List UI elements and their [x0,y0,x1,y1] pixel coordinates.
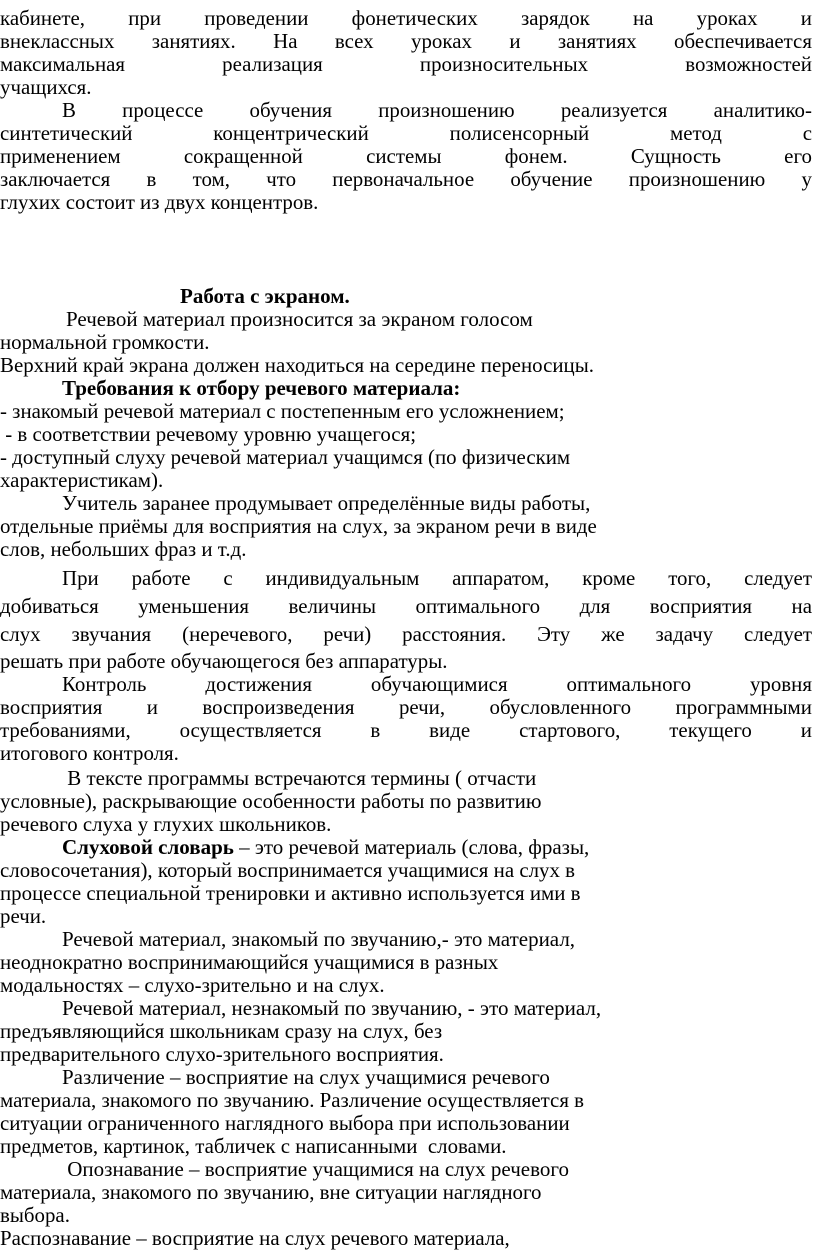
text-line [0,622,812,646]
text-line: неоднократно воспринимающийся учащимися в разных [0,950,499,974]
word: оптимального [415,594,541,618]
word: следует [744,622,812,646]
text-line: речи. [0,904,47,928]
word: В [62,98,76,122]
paragraph-start [62,98,812,122]
text-line [0,167,812,191]
word: у [801,167,812,191]
word: занятиях [557,29,637,53]
word: и [800,6,812,30]
word: реализация [222,52,323,76]
word: с [802,121,812,145]
text-line: ситуации ограниченного наглядного выбора при использовании [0,1111,570,1135]
word: проведении [204,6,309,30]
paragraph-start [62,672,812,696]
text-line: нормальной громкости. [0,330,210,354]
list-item: - в соответствии речевому уровню учащегося; [0,422,417,446]
word: произношению [378,98,515,122]
word: виде [429,718,471,742]
text-line [0,695,812,719]
paragraph-start: В тексте программы встречаются термины ( отчасти [62,766,537,790]
word: заключается [0,167,111,191]
word: максимальная [0,52,126,76]
word: произносительных [419,52,589,76]
word: уроках [696,6,758,30]
word: текущего [669,718,752,742]
word: на [791,594,812,618]
text-line: учащихся. [0,75,92,99]
word: процессе [122,98,204,122]
word: в [370,718,381,742]
word: полисенсорный [449,121,590,145]
word: обусловленного [489,695,632,719]
word: на [632,6,654,30]
word: при [128,6,162,30]
word: системы [366,144,442,168]
text-line: словосочетания), который воспринимается учащимися на слух в [0,858,576,882]
word: расстояния. [402,622,507,646]
section-heading: Работа с экраном. [180,284,350,308]
text-line: речевого слуха у глухих школьников. [0,812,332,836]
word: того, [668,566,712,590]
word: произношению [628,167,766,191]
word: уровня [749,672,812,696]
text-line: глухих состоит из двух концентров. [0,190,319,214]
paragraph-start [62,566,812,590]
word: в [146,167,157,191]
word: и [800,718,813,742]
word: кроме [582,566,636,590]
paragraph-start: Учитель заранее продумывает определённые виды работы, [62,491,591,515]
text-line [0,594,812,618]
word: синтетический [0,121,133,145]
word: При [62,566,99,590]
word: индивидуальным [265,566,420,590]
word: реализуется [560,98,668,122]
text-line: предъявляющийся школьникам сразу на слух, без [0,1019,443,1043]
word: том, [192,167,230,191]
text-line: условные), раскрывающие особенности работы по развитию [0,789,542,813]
paragraph-start: Опознавание – восприятие учащимися на слух речевого [62,1157,569,1181]
text-line [0,144,812,168]
term-auditory-vocabulary: Слуховой словарь [62,835,234,859]
word: величины [288,594,377,618]
text-line: предварительного слухо-зрительного восприятия. [0,1042,444,1066]
word: и [509,29,521,53]
word: На [273,29,298,53]
subsection-heading: Требования к отбору речевого материала: [62,376,461,400]
text-line: процессе специальной тренировки и активно используется ими в [0,881,581,905]
word: что [266,167,297,191]
word: и [146,695,158,719]
word: оптимального [566,672,692,696]
word: внеклассных [0,29,115,53]
word: задачу [655,622,714,646]
word: уроках [411,29,472,53]
word: Сущность [630,144,721,168]
word: фонетических [351,6,478,30]
word: обучающимися [370,672,508,696]
text-line: отдельные приёмы для восприятия на слух, за экраном речи в виде [0,514,597,538]
word: для [579,594,611,618]
paragraph-start: Речевой материал, незнакомый по звучанию, - это материал, [62,996,602,1020]
paragraph-start: Речевой материал, знакомый по звучанию,- это материал, [62,927,576,951]
word: сокращенной [183,144,303,168]
word: возможностей [685,52,813,76]
list-item: - знакомый речевой материал с постепенным его усложнением; [0,399,565,423]
word: стартового, [519,718,621,742]
text-line [0,718,812,742]
text-line: Верхний край экрана должен находиться на середине переносицы. [0,353,594,377]
word: работе [131,566,191,590]
word: с [223,566,233,590]
text-line: Распознавание – восприятие на слух речевого материала, [0,1226,510,1250]
text-line [0,6,812,30]
text-line: выбора. [0,1203,70,1227]
word: зарядок [520,6,590,30]
word: Контроль [62,672,147,696]
word: слух [0,622,41,646]
word: обеспечивается [674,29,812,53]
word: всех [334,29,374,53]
word: требованиями, [0,718,131,742]
word: программными [675,695,812,719]
text-line: итогового контроля. [0,741,179,765]
word: же [601,622,625,646]
word: обучения [249,98,332,122]
word: воспроизведения [202,695,355,719]
word: применением [0,144,121,168]
text-line [0,29,812,53]
word: аппаратом, [452,566,550,590]
word: (неречевого, [182,622,293,646]
word: восприятия [649,594,753,618]
word: Эту [537,622,571,646]
text-line: модальностях – слухо-зрительно и на слух. [0,973,385,997]
word: звучания [71,622,152,646]
word: кабинете, [0,6,86,30]
word: речи, [398,695,446,719]
paragraph-start: Различение – восприятие на слух учащимися речевого [62,1065,550,1089]
word: метод [670,121,722,145]
text-line: материала, знакомого по звучанию, вне ситуации наглядного [0,1180,542,1204]
word: аналитико- [713,98,812,122]
word: его [784,144,812,168]
word: занятиях. [151,29,236,53]
text-line: решать при работе обучающегося без аппаратуры. [0,649,448,673]
word: осуществляется [179,718,322,742]
paragraph-start: Слуховой словарь – это речевой материаль (слова, фразы, [62,835,590,859]
word: обучение [510,167,593,191]
word: речи) [323,622,372,646]
word: достижения [205,672,312,696]
word: добиваться [0,594,99,618]
text-line [0,121,812,145]
word: следует [744,566,812,590]
paragraph-start: Речевой материал произносится за экраном голосом [66,307,533,331]
word: восприятия [0,695,103,719]
text-line: предметов, картинок, табличек с написанными словами. [0,1134,507,1158]
text-line [0,52,812,76]
text-line: характеристикам). [0,468,164,492]
text-line: слов, небольших фраз и т.д. [0,537,247,561]
word: первоначальное [332,167,475,191]
word: концентрический [213,121,369,145]
list-item: - доступный слуху речевой материал учащимся (по физическим [0,445,571,469]
word: уменьшения [138,594,249,618]
word: фонем. [504,144,568,168]
text-line: материала, знакомого по звучанию. Различение осуществляется в [0,1088,585,1112]
